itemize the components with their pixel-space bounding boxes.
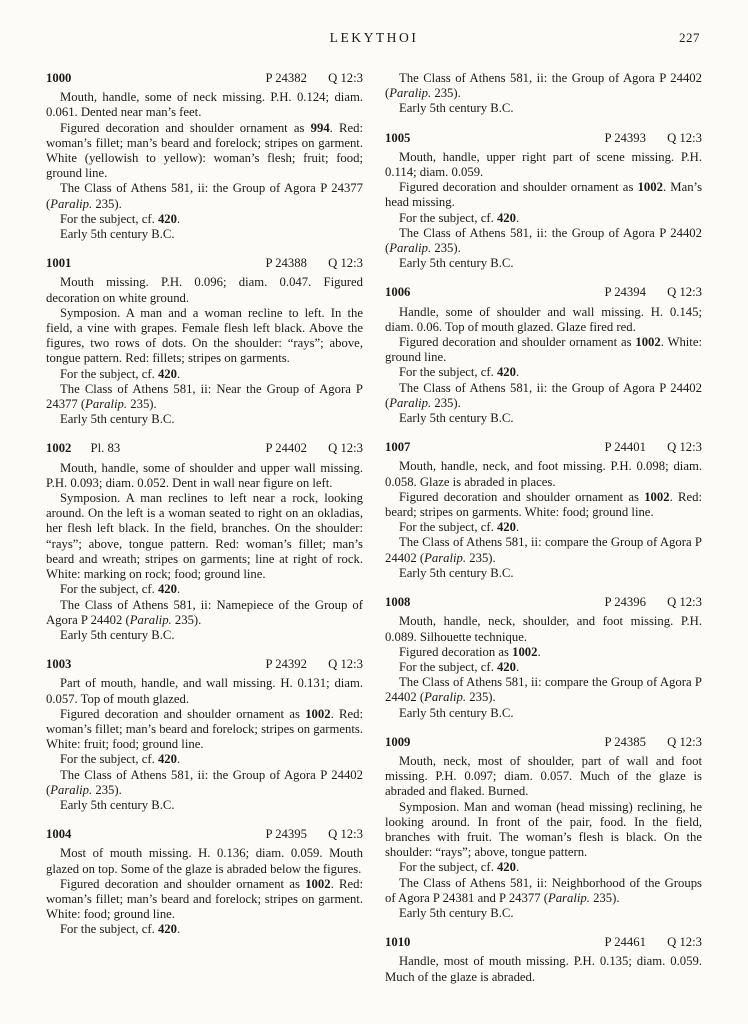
entry-paragraph: Figured decoration and shoulder ornament as 1002. Red: woman’s fillet; man’s beard and forelock; stripes on garments. White: fruit; food; ground line. (46, 706, 363, 752)
entry-header-right (604, 131, 702, 146)
entry-paragraph: The Class of Athens 581, ii: compare the Group of Agora P 24402 (Paralip. 235). (385, 535, 702, 565)
entry-number: 1001 (46, 256, 72, 271)
entry-paragraph: For the subject, cf. 420. (399, 860, 520, 875)
right-column (385, 71, 702, 985)
inventory-number: P 24388 (265, 256, 307, 271)
grid-reference: Q 12:3 (667, 440, 702, 455)
entry-header (46, 657, 363, 672)
entry-paragraph: For the subject, cf. 420. (399, 659, 520, 674)
catalog-columns (46, 71, 702, 985)
entry-paragraph: Figured decoration and shoulder ornament as 1002. Red: beard; stripes on garments. White: food; ground line. (385, 489, 702, 520)
inventory-number: P 24396 (604, 595, 646, 610)
entry-header-left (385, 285, 410, 300)
entry-header (385, 735, 702, 750)
entry-paragraph: Mouth missing. P.H. 0.096; diam. 0.047. Figured decoration on white ground. (46, 275, 363, 305)
entry-header (385, 131, 702, 146)
page-title: LEKYTHOI (329, 30, 419, 45)
entry-paragraph: The Class of Athens 581, ii: the Group of Agora P 24402 (Paralip. 235). (385, 380, 702, 410)
entry-paragraph: Mouth, neck, most of shoulder, part of wall and foot missing. P.H. 0.097; diam. 0.057. Much of the glaze is abraded and flaked. Burned. (385, 753, 702, 799)
catalog-entry (46, 441, 363, 643)
entry-paragraph: The Class of Athens 581, ii: the Group of Agora P 24402 (Paralip. 235). (46, 767, 363, 797)
grid-reference: Q 12:3 (328, 71, 363, 85)
entry-header-right (265, 256, 363, 271)
entry-paragraph: Handle, most of mouth missing. P.H. 0.135; diam. 0.059. Much of the glaze is abraded. (385, 954, 702, 984)
entry-header-left (46, 827, 71, 842)
entry-paragraph: Early 5th century B.C. (60, 227, 175, 242)
entry-header-left (385, 735, 410, 750)
entry-header-right (604, 935, 702, 950)
entry-body (46, 90, 363, 242)
catalog-entry (46, 657, 363, 813)
entry-header (46, 441, 363, 456)
entry-header (46, 827, 363, 842)
entry-number: 1002 (46, 441, 72, 456)
catalog-entry (385, 285, 702, 426)
grid-reference: Q 12:3 (667, 935, 702, 950)
entry-body (385, 459, 702, 581)
entry-body (46, 461, 363, 643)
entry-paragraph: For the subject, cf. 420. (60, 211, 181, 226)
entry-paragraph: The Class of Athens 581, ii: Neighborhood of the Groups of Agora P 24381 and P 24377 (Paralip. 235). (385, 875, 702, 905)
entry-paragraph: For the subject, cf. 420. (399, 520, 520, 535)
plate-reference: Pl. 83 (90, 441, 121, 456)
entry-paragraph: Figured decoration and shoulder ornament as 1002. White: ground line. (385, 335, 702, 365)
entry-header-left (385, 935, 410, 950)
inventory-number: P 24461 (604, 935, 646, 950)
entry-paragraph: Symposion. Man and woman (head missing) reclining, he looking around. In front of the pair, food. In the field, branches with fruit. The woman’s flesh is black. On the shoulder: “rays”; above, tongue pattern. (385, 799, 702, 860)
catalog-entry (385, 935, 702, 985)
entry-header (46, 71, 363, 86)
entry-header-left (46, 657, 71, 672)
inventory-number: P 24382 (265, 71, 307, 85)
entry-paragraph: The Class of Athens 581, ii: compare the Group of Agora P 24402 (Paralip. 235). (385, 675, 702, 705)
entry-body (46, 846, 363, 937)
inventory-number: P 24393 (604, 130, 646, 145)
entry-paragraph: The Class of Athens 581, ii: the Group of Agora P 24402 (Paralip. 235). (385, 225, 702, 256)
inventory-number: P 24394 (604, 285, 646, 300)
entry-paragraph: Handle, some of shoulder and wall missing. H. 0.145; diam. 0.06. Top of mouth glazed. Glaze fired red. (385, 304, 702, 334)
entry-header (385, 285, 702, 300)
entry-paragraph: Early 5th century B.C. (399, 411, 514, 426)
entry-paragraph: Mouth, handle, some of shoulder and upper wall missing. P.H. 0.093; diam. 0.052. Dent in wall near figure on left. (46, 460, 363, 490)
entry-paragraph: Early 5th century B.C. (399, 256, 514, 271)
entry-paragraph: Figured decoration as 1002. (399, 644, 541, 659)
entry-paragraph: Early 5th century B.C. (399, 565, 514, 580)
entry-paragraph: Early 5th century B.C. (60, 797, 175, 812)
entry-header-right (604, 285, 702, 300)
entry-number: 1000 (46, 71, 72, 85)
entry-paragraph: Early 5th century B.C. (60, 627, 175, 642)
entry-paragraph: Early 5th century B.C. (399, 101, 514, 116)
grid-reference: Q 12:3 (328, 657, 363, 672)
entry-header-left (46, 256, 71, 271)
entry-paragraph: Symposion. A man and a woman recline to left. In the field, a vine with grapes. Female flesh left black. Above the figures, two rows of dots. On the shoulder: “rays”; above, tongue pattern. Red: fillets; stripes on garments. (46, 305, 363, 366)
entry-paragraph: For the subject, cf. 420. (60, 582, 181, 597)
entry-paragraph: The Class of Athens 581, ii: the Group of Agora P 24402 (Paralip. 235). (385, 71, 702, 101)
grid-reference: Q 12:3 (328, 256, 363, 271)
inventory-number: P 24395 (265, 827, 307, 842)
entry-paragraph: Figured decoration and shoulder ornament as 994. Red: woman’s fillet; man’s beard and forelock; stripes on garment. White (yellowish to yellow): woman’s flesh; fruit; food; ground line. (46, 120, 363, 181)
page-number: 227 (679, 30, 700, 45)
left-column (46, 71, 363, 985)
grid-reference: Q 12:3 (328, 441, 363, 456)
entry-body (385, 614, 702, 720)
entry-paragraph: Early 5th century B.C. (399, 905, 514, 920)
grid-reference: Q 12:3 (667, 734, 702, 749)
entry-number: 1004 (46, 827, 72, 842)
entry-paragraph: Mouth, handle, upper right part of scene missing. P.H. 0.114; diam. 0.059. (385, 149, 702, 180)
entry-paragraph: For the subject, cf. 420. (60, 366, 181, 381)
entry-paragraph: The Class of Athens 581, ii: Namepiece of the Group of Agora P 24402 (Paralip. 235). (46, 597, 363, 627)
catalog-entry (385, 440, 702, 581)
entry-paragraph: The Class of Athens 581, ii: Near the Group of Agora P 24377 (Paralip. 235). (46, 381, 363, 412)
page-header (46, 30, 702, 47)
entry-paragraph: Mouth, handle, some of neck missing. P.H. 0.124; diam. 0.061. Dented near man’s feet. (46, 90, 363, 120)
entry-paragraph: The Class of Athens 581, ii: the Group of Agora P 24377 (Paralip. 235). (46, 181, 363, 211)
catalog-entry (46, 71, 363, 242)
entry-number: 1007 (385, 440, 411, 455)
catalog-entry (46, 827, 363, 937)
inventory-number: P 24392 (265, 657, 307, 672)
entry-body (46, 275, 363, 427)
entry-number: 1005 (385, 130, 411, 145)
entry-header-right (604, 595, 702, 610)
catalog-entry (46, 256, 363, 427)
entry-header (385, 595, 702, 610)
entry-number: 1010 (385, 935, 411, 950)
entry-header-right (265, 827, 363, 842)
inventory-number: P 24402 (265, 441, 307, 456)
grid-reference: Q 12:3 (328, 827, 363, 842)
entry-header-right (265, 657, 363, 672)
entry-header-left (46, 71, 71, 86)
entry-paragraph: For the subject, cf. 420. (399, 365, 520, 380)
entry-header-left (385, 131, 410, 146)
entry-header-left (385, 595, 410, 610)
catalog-entry (385, 131, 702, 272)
entry-paragraph: For the subject, cf. 420. (60, 752, 181, 767)
entry-paragraph: Mouth, handle, neck, and foot missing. P.H. 0.098; diam. 0.058. Glaze is abraded in places. (385, 459, 702, 489)
entry-body (46, 676, 363, 813)
entry-paragraph: Figured decoration and shoulder ornament as 1002. Man’s head missing. (385, 180, 703, 210)
entry-body (385, 954, 702, 984)
inventory-number: P 24385 (604, 734, 646, 749)
entry-number: 1009 (385, 734, 411, 749)
entry-paragraph: For the subject, cf. 420. (60, 922, 181, 937)
inventory-number: P 24401 (604, 440, 646, 455)
entry-paragraph: Early 5th century B.C. (399, 705, 514, 720)
entry-paragraph: Figured decoration and shoulder ornament as 1002. Red: woman’s fillet; man’s beard and forelock; stripes on garment. White: food; ground line. (46, 876, 363, 922)
catalog-entry (385, 735, 702, 921)
entry-header-left (385, 440, 410, 455)
entry-body (385, 305, 702, 427)
entry-paragraph: Early 5th century B.C. (60, 412, 175, 427)
entry-paragraph: For the subject, cf. 420. (399, 210, 520, 225)
entry-number: 1003 (46, 657, 72, 672)
grid-reference: Q 12:3 (667, 130, 702, 145)
entry-paragraph: Mouth, handle, neck, shoulder, and foot missing. P.H. 0.089. Silhouette technique. (385, 614, 702, 644)
entry-number: 1008 (385, 595, 411, 610)
entry-body (385, 754, 702, 921)
entry-header-right (265, 71, 363, 86)
entry-number: 1006 (385, 285, 411, 300)
entry-header-left (46, 441, 120, 456)
entry-body (385, 150, 702, 272)
entry-paragraph: Symposion. A man reclines to left near a rock, looking around. On the left is a woman seated to right on an okladias, her flesh left black. In the field, branches. On the shoulder: “rays”; above, tongue pattern. Red: woman’s fillet; man’s beard and wreath; stripes on garments; line at right of rock. White: marking on rock; food; ground line. (46, 491, 363, 582)
catalog-entry (385, 595, 702, 721)
entry-header (385, 440, 702, 455)
grid-reference: Q 12:3 (667, 595, 702, 610)
entry-paragraph: Part of mouth, handle, and wall missing. H. 0.131; diam. 0.057. Top of mouth glazed. (46, 676, 363, 706)
entry-header (385, 935, 702, 950)
entry-header-right (265, 441, 363, 456)
entry-header-right (604, 440, 702, 455)
entry-header (46, 256, 363, 271)
entry-header-right (604, 735, 702, 750)
grid-reference: Q 12:3 (667, 285, 702, 300)
entry-paragraph: Most of mouth missing. H. 0.136; diam. 0.059. Mouth glazed on top. Some of the glaze is abraded below the figures. (46, 846, 363, 876)
